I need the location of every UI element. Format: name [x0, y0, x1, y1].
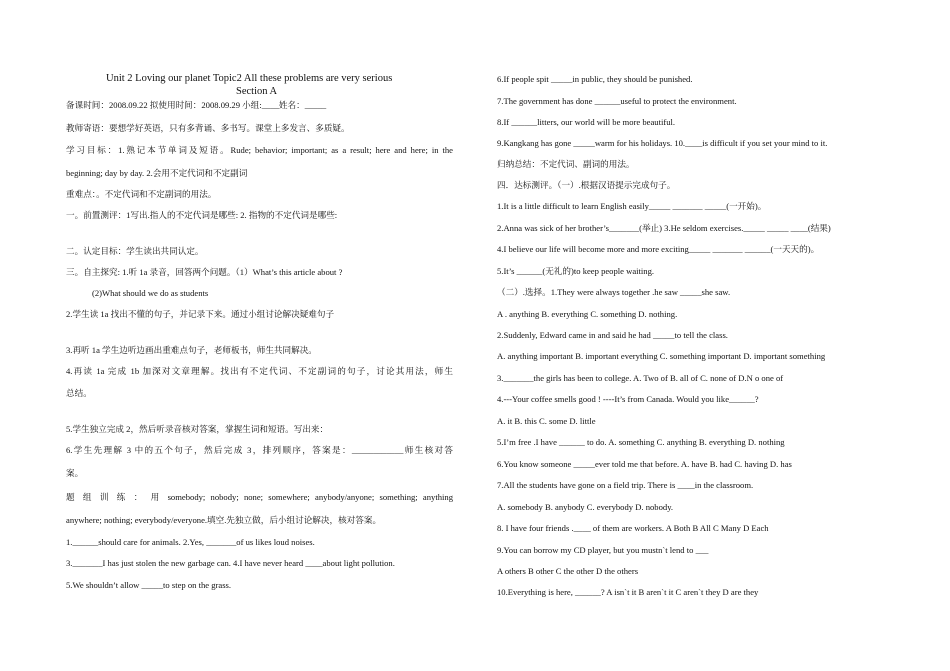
choice-q8: 8. I have four friends .____ of them are workers. A Both B All C Many D Each	[497, 523, 769, 533]
choice-q9: 9.You can borrow my CD player, but you mustn`t lend to ___	[497, 545, 709, 555]
choice-q7-options: A. somebody B. anybody C. everybody D. nobody.	[497, 502, 674, 512]
worksheet-title: Unit 2 Loving our planet Topic2 All these problems are very serious	[106, 73, 393, 84]
exercise-1-2: 1.______should care for animals. 2.Yes, _______of us likes loud noises.	[66, 537, 315, 547]
prep-dates-line: 备课时间：2008.09.22 拟使用时间：2008.09.29 小组:____姓名：_____	[66, 100, 327, 110]
self-study-step-6-cont: 案。	[66, 468, 84, 478]
group-practice-line-1: 题 组 训 练 ： 用 somebody; nobody; none; somewhere; anybody/anyone; something; anything	[66, 492, 453, 502]
choice-q2: 2.Suddenly, Edward came in and said he had _____to tell the class.	[497, 330, 728, 340]
pretest-line: 一。前置测评：1写出.指人的不定代词是哪些: 2. 指物的不定代词是哪些:	[66, 210, 338, 220]
choice-q7: 7.All the students have gone on a field trip. There is ____in the classroom.	[497, 480, 754, 490]
exercise-3-4: 3._______I has just stolen the new garbage can. 4.I have never heard ____about light pollution.	[66, 558, 395, 568]
self-study-step-4: 4.再读 1a 完成 1b 加深对文章理解。找出有不定代词、不定副词的句子，讨论其用法，师生	[66, 366, 453, 376]
translation-q1: 1.It is a little difficult to learn English easily_____ _______ _____(一开始)。	[497, 201, 767, 211]
exercise-5: 5.We shouldn’t allow _____to step on the grass.	[66, 580, 232, 590]
choice-q1: （二）.选择。1.They were always together .he saw _____she saw.	[497, 287, 731, 297]
choice-q9-options: A others B other C the other D the others	[497, 566, 639, 576]
teacher-message: 教师寄语：要想学好英语，只有多背诵、多书写。课堂上多发言、多质疑。	[66, 123, 350, 133]
section-heading: Section A	[236, 86, 278, 97]
self-study-step-1: 三。自主探究: 1.听 1a 录音，回答两个问题。（1）What’s this article about ?	[66, 267, 343, 277]
choice-q5: 5.I’m free .I have ______ to do. A. something C. anything B. everything D. nothing	[497, 437, 785, 447]
key-points: 重难点：。不定代词和不定副词的用法。	[66, 189, 217, 199]
self-study-question-2: (2)What should we do as students	[92, 288, 209, 298]
summary-line: 归纳总结：不定代词、副词的用法。	[497, 159, 635, 169]
choice-q6: 6.You know someone _____ever told me that before. A. have B. had C. having D. has	[497, 459, 792, 469]
assessment-heading: 四．达标测评。（一）.根据汉语提示完成句子。	[497, 180, 676, 190]
choice-q4-options: A. it B. this C. some D. little	[497, 416, 596, 426]
translation-q5: 5.It’s ______(无礼的)to keep people waiting.	[497, 266, 655, 276]
choice-q1-options: A . anything B. everything C. something D. nothing.	[497, 309, 678, 319]
exercise-7: 7.The government has done ______useful to protect the environment.	[497, 96, 737, 106]
learning-goals-line-2: beginning; day by day. 2.会用不定代词和不定副词	[66, 168, 248, 178]
choice-q10: 10.Everything is here, ______? A isn`t it B aren`t it C aren`t they D are they	[497, 587, 759, 597]
group-practice-line-2: anywhere; nothing; everybody/everyone.填空.先独立做，后小组讨论解决，核对答案。	[66, 515, 382, 525]
choice-q3: 3._______the girls has been to college. A. Two of B. all of C. none of D.N o one of	[497, 373, 784, 383]
choice-q4: 4.---Your coffee smells good ! ----It’s from Canada. Would you like______?	[497, 394, 759, 404]
goal-confirm-line: 二。认定目标：学生读出共同认定。	[66, 246, 204, 256]
self-study-step-2: 2.学生读 1a 找出不懂的句子，并记录下来。通过小组讨论解决疑难句子	[66, 309, 335, 319]
self-study-step-6: 6.学生先理解 3 中的五个句子，然后完成 3，排列顺序，答案是：____________师生核对答	[66, 445, 453, 455]
self-study-step-4-cont: 总结。	[66, 388, 92, 398]
exercise-6: 6.If people spit _____in public, they should be punished.	[497, 74, 693, 84]
translation-q2-3: 2.Anna was sick of her brother’s_______(举止) 3.He seldom exercises._____ _____ ____(结果)	[497, 223, 831, 233]
exercise-8: 8.If ______litters, our world will be more beautiful.	[497, 117, 676, 127]
learning-goals-line-1: 学习目标：1.熟记本节单词及短语。Rude; behavior; important; as a result; here and here; in the	[66, 145, 453, 155]
self-study-step-5: 5.学生独立完成 2，然后听录音核对答案，掌握生词和短语。写出来：	[66, 424, 329, 434]
self-study-step-3: 3.再听 1a 学生边听边画出重难点句子，老师板书，师生共同解决。	[66, 345, 317, 355]
exercise-9-10: 9.Kangkang has gone _____warm for his holidays. 10.____is difficult if you set your mind to it.	[497, 138, 828, 148]
choice-q2-options: A. anything important B. important everything C. something important D. important something	[497, 351, 826, 361]
translation-q4: 4.I believe our life will become more and more exciting_____ _______ ______(一天天的)。	[497, 244, 820, 254]
